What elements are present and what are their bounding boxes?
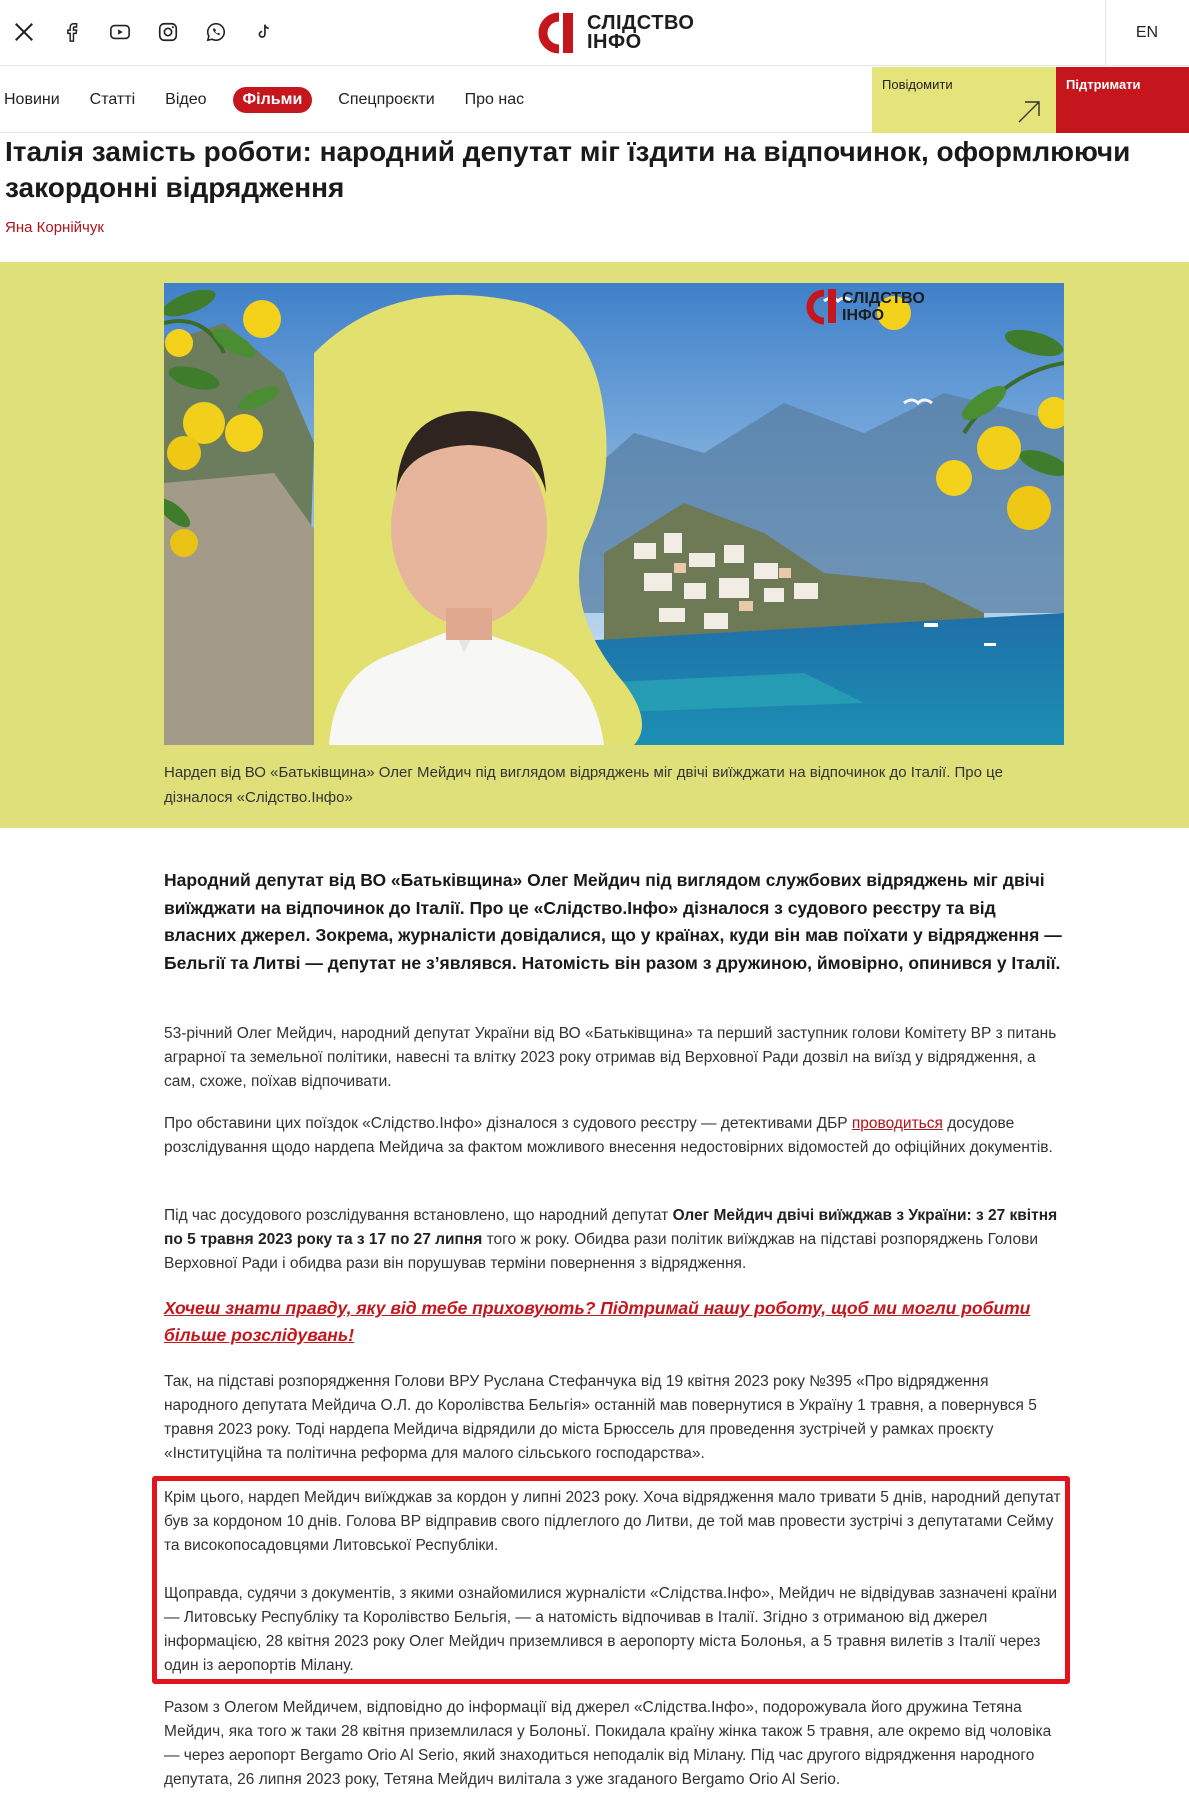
hero-logo-line-1: СЛІДСТВО <box>842 290 925 307</box>
support-button[interactable] <box>1056 67 1189 133</box>
paragraph-2-text-b: досудове розслідування щодо нардепа Мейдича за фактом можливого внесення недостовірних відомостей до офіційних документів. <box>164 1115 1053 1156</box>
language-switch[interactable]: EN <box>1135 24 1159 41</box>
nav-item-special-projects[interactable]: Спецпроєкти <box>338 91 435 108</box>
paragraph-3-bold: Олег Мейдич двічі виїжджав з України: з 27 квітня по 5 травня 2023 року та з 17 по 27 липня <box>164 1207 1058 1248</box>
x-icon[interactable] <box>12 18 36 46</box>
report-button[interactable] <box>872 67 1056 133</box>
social-links <box>12 18 276 46</box>
author-link[interactable]: Яна Корнійчук <box>5 219 104 236</box>
youtube-icon[interactable] <box>108 18 132 46</box>
paragraph-5: Крім цього, нардеп Мейдич виїжджав за кордон у липні 2023 року. Хоча відрядження мало тривати 5 днів, народний депутат був за кордоном 10 днів. Голова ВР відправив свого підлеглого до Литви, де той мав провести зустрічі з депутатами Сейму та високопосадовцями Литовської Республіки. <box>164 1489 1061 1554</box>
hero-section <box>0 262 1189 828</box>
logo-line-1: СЛІДСТВО <box>587 12 695 34</box>
whatsapp-icon[interactable] <box>204 18 228 46</box>
article-title-line-1: Італія замість роботи: народний депутат міг їздити на відпочинок, оформлюючи <box>5 136 1131 167</box>
nav-items <box>4 67 554 133</box>
paragraph-2 <box>164 1112 1064 1160</box>
article-title <box>5 134 1189 206</box>
nav-item-films[interactable]: Фільми <box>233 87 313 113</box>
report-button-label: Повідомити <box>882 77 953 92</box>
paragraph-1: 53-річний Олег Мейдич, народний депутат України від ВО «Батьківщина» та перший заступник голови Комітету ВР з питань аграрної та земельної політики, навесні та влітку 2023 року отримав від Верховної Ради дозвіл на виїзд у відрядження, а сам, схоже, поїхав відпочивати. <box>164 1025 1057 1090</box>
hero-illustration <box>164 283 1064 745</box>
nav-item-about[interactable]: Про нас <box>464 91 525 108</box>
top-bar <box>0 0 1189 66</box>
instagram-icon[interactable] <box>156 18 180 46</box>
hero-logo-line-2: ІНФО <box>842 307 885 324</box>
article-title-line-2: закордонні відрядження <box>5 172 345 203</box>
logo-mark-icon <box>529 9 581 57</box>
arrow-up-right-icon <box>1016 99 1042 125</box>
site-logo[interactable] <box>529 8 701 58</box>
logo-text <box>587 14 694 52</box>
paragraph-3-text-b: того ж року. Обидва рази політик виїжджав на підставі розпоряджень Голови Верховної Ради і обидва рази він порушував терміни повернення з відрядження. <box>164 1231 1038 1272</box>
paragraph-4: Так, на підставі розпорядження Голови ВРУ Руслана Стефанчука від 19 квітня 2023 року №395 «Про відрядження народного депутата Мейдича О.Л. до Королівства Бельгія» останній мав повернутися в Україну 1 травня, а повернувся 5 травня 2023 року. Тоді нардепа Мейдича відрядили до міста Брюссель для проведення зустрічей у рамках проєкту «Інституційна та політична реформа для малого сільського господарства». <box>164 1373 1037 1462</box>
nav-item-news[interactable]: Новини <box>4 91 60 108</box>
paragraph-2-text-a: Про обставини цих поїздок «Слідство.Інфо» дізналося з судового реєстру — детективами ДБР <box>164 1115 852 1132</box>
paragraph-3-text-a: Під час досудового розслідування встановлено, що народний депутат <box>164 1207 673 1224</box>
paragraph-6: Щоправда, судячи з документів, з якими ознайомилися журналісти «Слідства.Інфо», Мейдич не відвідував зазначені країни — Литовську Республіку та Королівство Бельгія, — а натомість відпочивав в Італії. Згідно з отриманою від джерел інформацією, 28 квітня 2023 року Олег Мейдич приземлився в аеропорту міста Болонья, а 5 травня вилетів з Італії через один із аеропортів Мілану. <box>164 1585 1058 1674</box>
article-lead: Народний депутат від ВО «Батьківщина» Олег Мейдич під виглядом службових відряджень міг двічі виїжджати на відпочинок до Італії. Про це «Слідство.Інфо» дізналося з судового реєстру та від власних джерел. Зокрема, журналісти довідалися, що у країнах, куди він мав поїхати у відрядження — Бельгії та Литві — депутат не з’являвся. Натомість він разом з дружиною, ймовірно, опинився у Італії. <box>164 870 1062 973</box>
hero-caption: Нардеп від ВО «Батьківщина» Олег Мейдич під виглядом відряджень міг двічі виїжджати на відпочинок до Італії. Про це дізналося «Слідство.Інфо» <box>164 764 1003 806</box>
nav-item-articles[interactable]: Статті <box>89 91 136 108</box>
nav-item-video[interactable]: Відео <box>165 91 207 108</box>
paragraph-3 <box>164 1204 1064 1276</box>
court-register-link[interactable]: проводиться <box>851 1115 943 1132</box>
support-cta-link[interactable]: Хочеш знати правду, яку від тебе приховують? Підтримай нашу роботу, щоб ми могли робити більше розслідувань! <box>164 1298 1031 1345</box>
facebook-icon[interactable] <box>60 18 84 46</box>
logo-line-2: ІНФО <box>587 31 642 53</box>
tiktok-icon[interactable] <box>252 18 276 46</box>
paragraph-7: Разом з Олегом Мейдичем, відповідно до інформації від джерел «Слідства.Інфо», подорожувала його дружина Тетяна Мейдич, яка того ж таки 28 квітня приземлилася у Болоньї. Покидала країну жінка також 5 травня, але окремо від чоловіка — через аеропорт Bergamo Orio Al Serio, який знаходиться неподалік від Мілану. Під час другого відрядження народного депутата, 26 липня 2023 року, Тетяна Мейдич вилітала з уже згаданого Bergamo Orio Al Serio. <box>164 1699 1052 1788</box>
main-nav <box>0 67 1189 133</box>
hero-image <box>164 283 1064 745</box>
support-button-label: Підтримати <box>1066 77 1141 92</box>
